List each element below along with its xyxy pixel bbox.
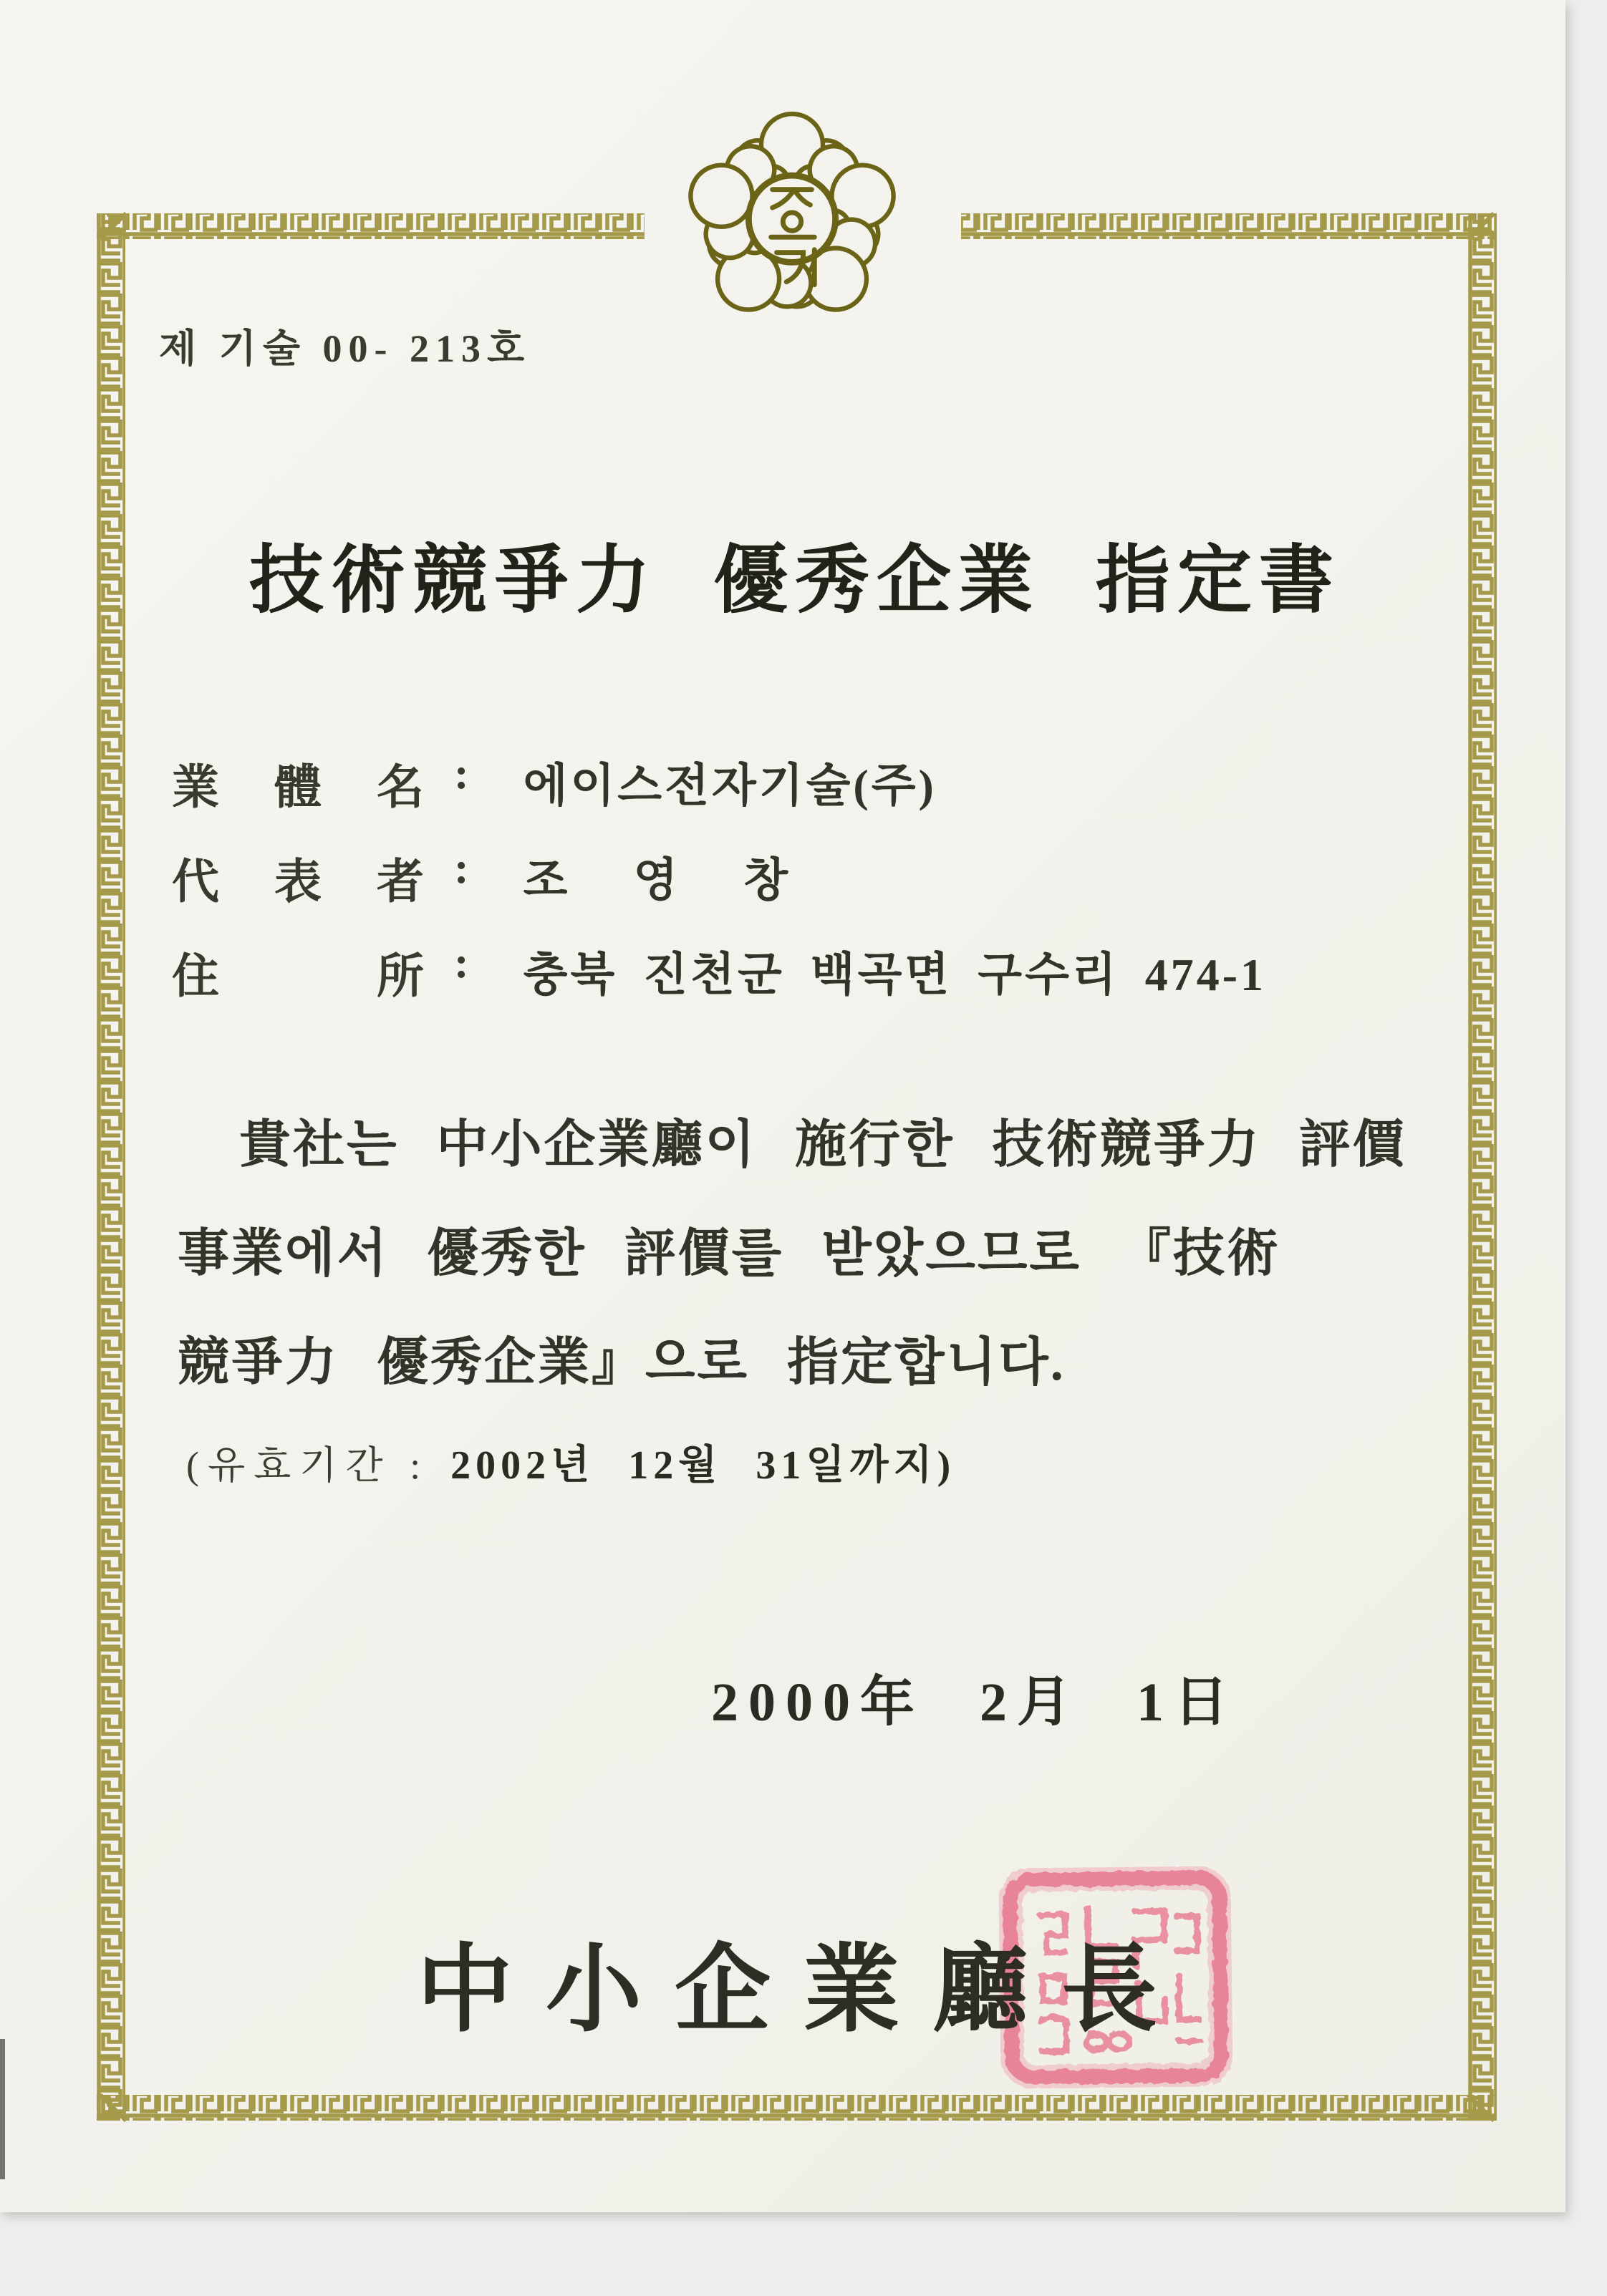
body-line: 貴社는 中小企業廳이 施行한 技術競爭力 評價: [239, 1116, 1406, 1173]
field-label-company: 業 體 名: [172, 762, 424, 814]
field-value-company: 에이스전자기술(주): [523, 760, 937, 811]
field-colon: :: [454, 939, 469, 987]
body-line: 競爭力 優秀企業』으로 指定합니다.: [178, 1334, 1066, 1391]
validity-date: 2002년 12월 31일까지): [450, 1443, 956, 1488]
doc-number: 제 기술 00- 213호: [159, 327, 531, 370]
field-colon: :: [454, 750, 469, 798]
field-colon: :: [454, 844, 469, 893]
field-row-representative: [172, 843, 1404, 938]
field-value-representative: 조 영 창: [523, 855, 810, 906]
field-value-address: 충북 진천군 백곡면 구수리 474-1: [523, 949, 1267, 1000]
certificate-title: 技術競爭力 優秀企業 指定書: [248, 540, 1341, 622]
scan-edge-artifact: [0, 2039, 5, 2179]
fields-block: [172, 749, 1404, 1032]
issuer-title: 中小企業廳長: [417, 1937, 1191, 2043]
field-label-address: 住 所: [172, 951, 424, 1003]
field-row-company: [172, 749, 1404, 843]
field-row-address: [172, 938, 1404, 1032]
field-label-representative: 代 表 者: [172, 856, 424, 909]
validity-note: [186, 1433, 955, 1491]
validity-label: (유효기간 :: [186, 1444, 430, 1487]
government-emblem-icon: [666, 89, 918, 332]
body-line: 事業에서 優秀한 評價를 받았으므로 『技術: [178, 1225, 1280, 1282]
issue-date: 2000年 2月 1日: [711, 1672, 1238, 1733]
body-paragraph: [178, 1103, 1438, 1429]
